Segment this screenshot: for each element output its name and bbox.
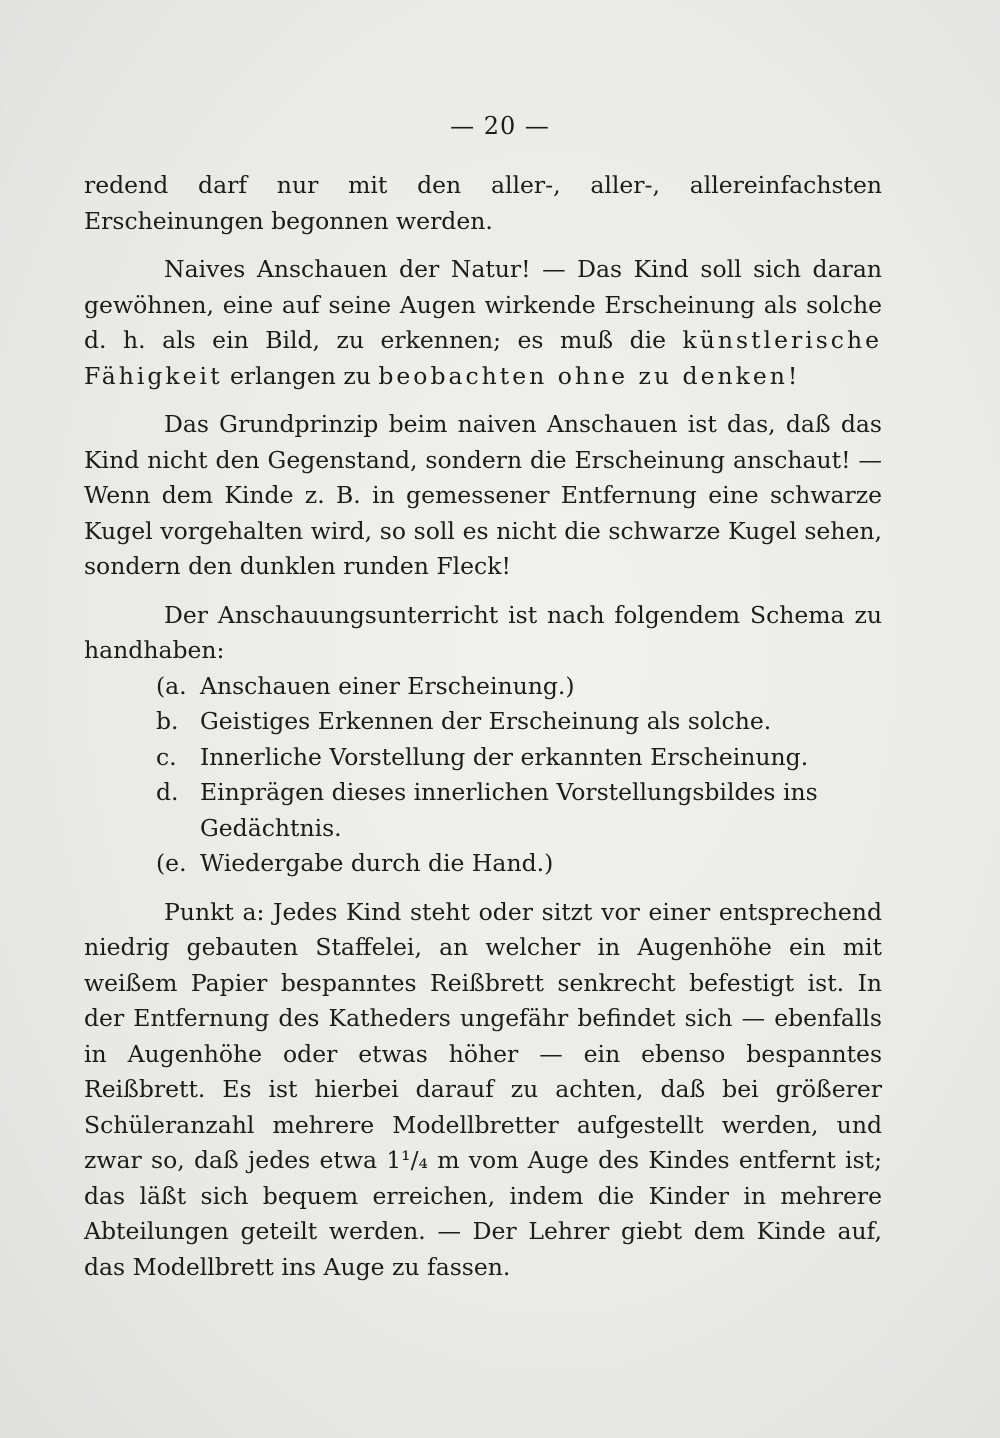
schema-item: [156, 846, 882, 882]
schema-list: [84, 669, 882, 882]
schema-item: [156, 704, 882, 740]
schema-item-text: Geistiges Erkennen der Erscheinung als solche.: [200, 707, 772, 735]
paragraph-text: erlangen zu: [222, 361, 379, 390]
schema-item-text: Innerliche Vorstellung der erkannten Erscheinung.: [200, 742, 809, 771]
schema-item-letter: (e.: [156, 849, 187, 877]
paragraph-principle: Das Grundprinzip beim naiven Anschauen ist das, daß das Kind nicht den Gegenstand, sondern die Erscheinung anschaut! — Wenn dem Kinde z. B. in gemessener Entfernung eine schwarze Kugel vorgehalten wird, so soll es nicht die schwarze Kugel sehen, sondern den dunklen runden Fleck!: [84, 410, 882, 580]
paragraph-point-a: Punkt a: Jedes Kind steht oder sitzt vor einer entsprechend niedrig gebauten Staffelei, an welcher in Augenhöhe ein mit weißem Papier bespanntes Reißbrett senkrecht befestigt ist. In der Entfernung des Katheders ungefähr befindet sich — ebenfalls in Augenhöhe oder etwas höher — ein ebenso bespanntes Reißbrett. Es ist hierbei darauf zu achten, daß bei größerer Schüleranzahl mehrere Modellbretter aufgestellt werden, und zwar so, daß jedes etwa 1¹/₄ m vom Auge des Kindes entfernt ist; das läßt sich bequem erreichen, indem die Kinder in mehrere Abteilungen geteilt werden. — Der Lehrer giebt dem Kinde auf, das Modellbrett ins Auge zu fassen.: [84, 897, 882, 1281]
schema-item-letter: c.: [156, 742, 177, 771]
paragraph-text: Naives Anschauen der Natur! — Das Kind soll sich daran gewöhnen, eine auf seine Augen wirkende Erscheinung als solche d. h. als ein Bild, zu erkennen; es muß die: [84, 255, 882, 354]
schema-item: [156, 775, 882, 811]
body-text: [84, 168, 882, 1285]
schema-item-text: Anschauen einer Erscheinung.): [200, 671, 575, 700]
schema-item-text: Wiedergabe durch die Hand.): [200, 849, 554, 877]
page-number: — 20 —: [450, 112, 550, 140]
schema-item-text: Einprägen dieses innerlichen Vorstellungsbildes ins: [200, 778, 818, 806]
paragraph-naive-viewing: [84, 252, 882, 394]
schema-item-letter: (a.: [156, 671, 187, 700]
schema-item-continuation: Gedächtnis.: [200, 813, 342, 842]
paragraph-schema-intro: Der Anschauungsunterricht ist nach folgendem Schema zu handhaben:: [84, 600, 882, 664]
schema-item-letter: b.: [156, 707, 179, 735]
schema-item: [156, 740, 882, 776]
schema-item: [156, 669, 882, 705]
emphasized-text: beobachten ohne zu denken: [378, 361, 788, 390]
schema-item-letter: d.: [156, 778, 179, 806]
paragraph-continuation: redend darf nur mit den aller-, aller-, allereinfachsten Erscheinungen begonnen werden.: [84, 171, 882, 235]
emphasized-text: künstlerische Fähigkeit: [84, 326, 882, 390]
paragraph-text: !: [787, 361, 798, 390]
